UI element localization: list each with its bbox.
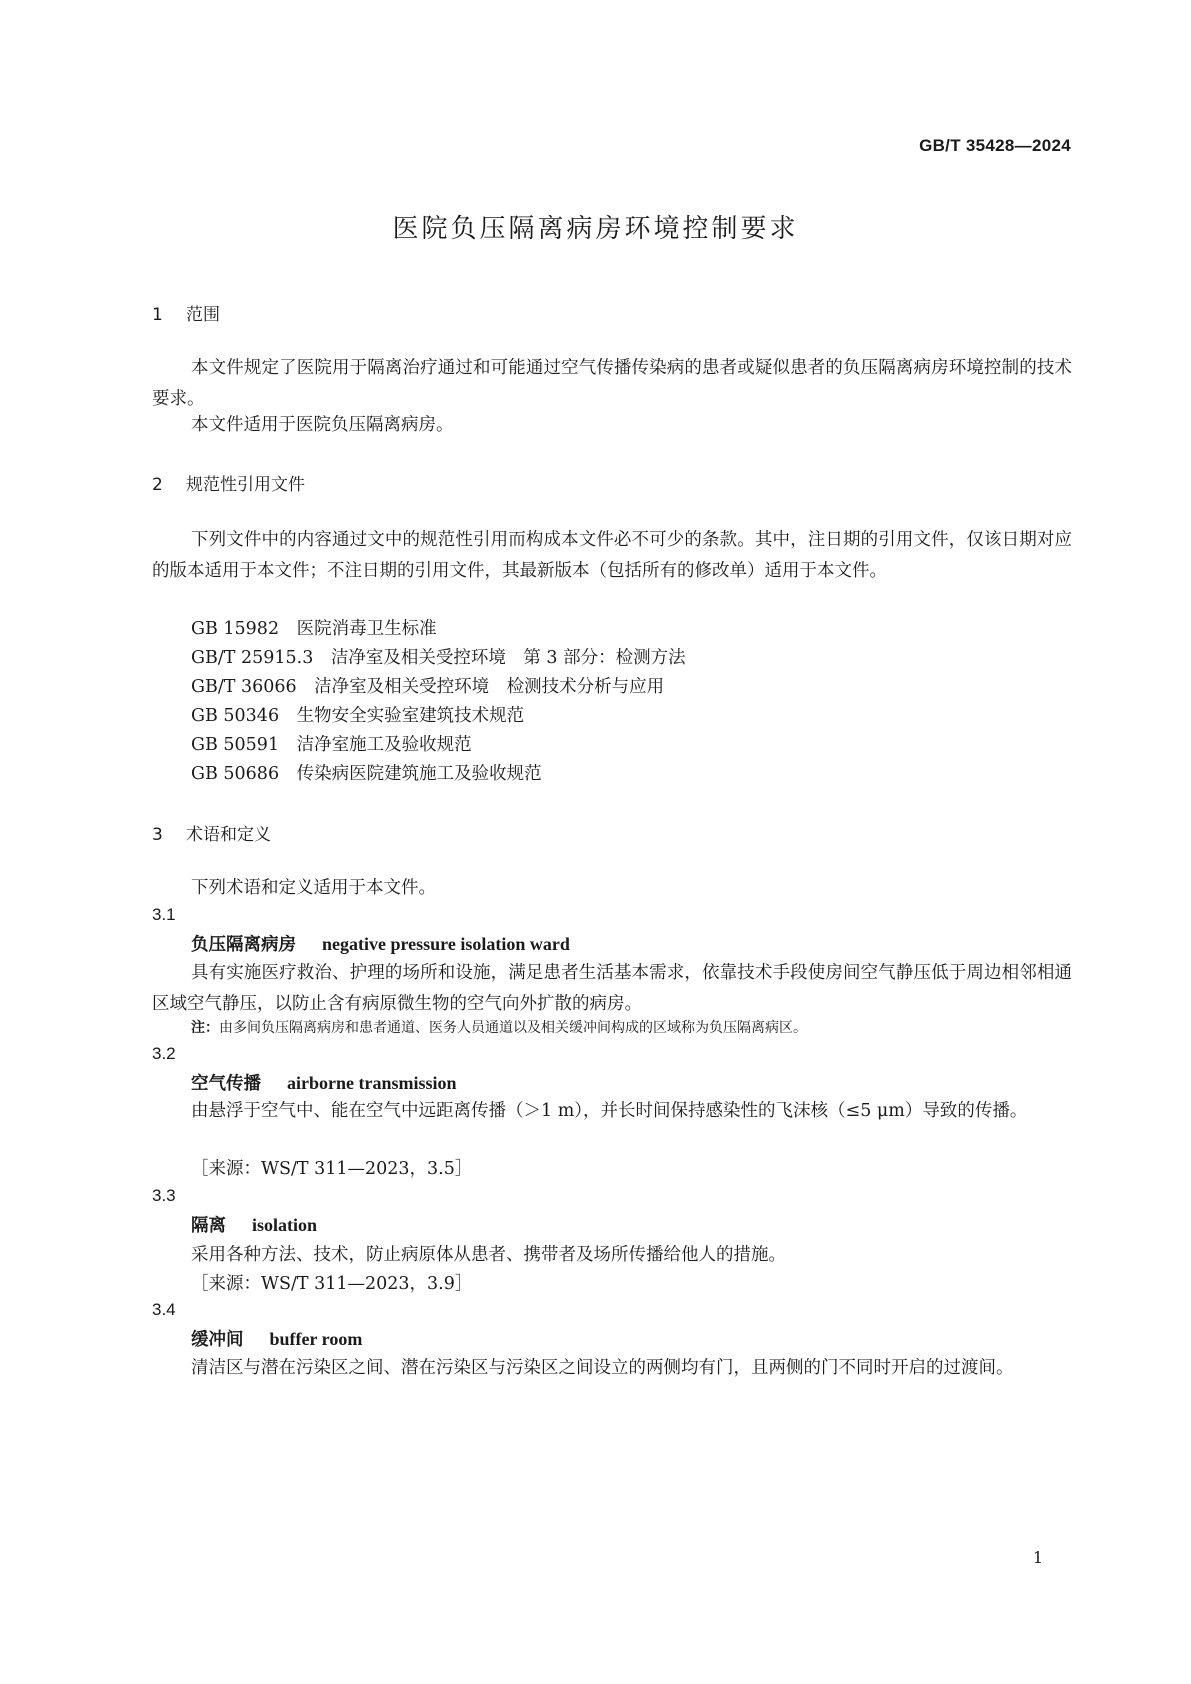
section-title: 规范性引用文件 (186, 475, 305, 495)
term-heading (191, 931, 570, 956)
section-2-paragraph-1: 下列文件中的内容通过文中的规范性引用而构成本文件必不可少的条款。其中，注日期的引用文件，仅该日期对应的版本适用于本文件；不注日期的引用文件，其最新版本（包括所有的修改单）适用于本文件。 (152, 530, 1072, 581)
term-definition: 采用各种方法、技术，防止病原体从患者、携带者及场所传播给他人的措施。 (191, 1245, 786, 1265)
term-en: negative pressure isolation ward (322, 934, 570, 954)
section-title: 范围 (186, 305, 220, 325)
reference-item: GB 50591 洁净室施工及验收规范 (191, 735, 472, 755)
term-heading (191, 1326, 362, 1351)
term-zh: 隔离 (191, 1216, 226, 1236)
section-number: 3 (152, 825, 163, 845)
term-zh: 负压隔离病房 (191, 935, 296, 955)
section-3-heading (152, 820, 271, 845)
section-3-intro: 下列术语和定义适用于本文件。 (191, 878, 436, 898)
term-zh: 缓冲间 (191, 1330, 244, 1350)
section-title: 术语和定义 (186, 825, 271, 845)
term-en: buffer room (269, 1329, 363, 1349)
reference-item: GB 50346 生物安全实验室建筑技术规范 (191, 706, 525, 726)
term-definition: 清洁区与潜在污染区之间、潜在污染区与污染区之间设立的两侧均有门，且两侧的门不同时开启的过渡间。 (191, 1358, 1014, 1378)
term-note (191, 1017, 807, 1037)
term-number: 3.4 (152, 1300, 176, 1319)
term-definition: 由悬浮于空气中、能在空气中远距离传播（＞1 m），并长时间保持感染性的飞沫核（≤5 μm）导致的传播。 (191, 1101, 1028, 1121)
term-source: ［来源：WS/T 311—2023，3.9］ (191, 1274, 473, 1294)
term-en: isolation (252, 1215, 318, 1235)
section-number: 2 (152, 475, 163, 495)
page-number: 1 (1032, 1548, 1043, 1567)
term-source: ［来源：WS/T 311—2023，3.5］ (191, 1159, 473, 1179)
term-heading (191, 1070, 457, 1095)
note-text: 由多间负压隔离病房和患者通道、医务人员通道以及相关缓冲间构成的区域称为负压隔离病区。 (219, 1020, 807, 1036)
section-number: 1 (152, 305, 163, 325)
term-number: 3.1 (152, 905, 176, 924)
section-1-heading (152, 300, 220, 325)
term-heading (191, 1212, 317, 1237)
reference-item: GB/T 36066 洁净室及相关受控环境 检测技术分析与应用 (191, 677, 665, 697)
reference-item: GB 15982 医院消毒卫生标准 (191, 619, 437, 639)
term-number: 3.2 (152, 1044, 176, 1063)
section-1-paragraph-2: 本文件适用于医院负压隔离病房。 (191, 415, 454, 435)
section-2-heading (152, 470, 305, 495)
document-title: 医院负压隔离病房环境控制要求 (392, 214, 799, 244)
term-definition: 具有实施医疗救治、护理的场所和设施，满足患者生活基本需求，依靠技术手段使房间空气静压低于周边相邻相通区域空气静压，以防止含有病原微生物的空气向外扩散的病房。 (152, 963, 1072, 1014)
reference-item: GB/T 25915.3 洁净室及相关受控环境 第 3 部分：检测方法 (191, 648, 686, 668)
term-en: airborne transmission (287, 1073, 457, 1093)
section-1-paragraph-1: 本文件规定了医院用于隔离治疗通过和可能通过空气传播传染病的患者或疑似患者的负压隔离病房环境控制的技术要求。 (152, 358, 1072, 409)
term-zh: 空气传播 (191, 1074, 261, 1094)
reference-item: GB 50686 传染病医院建筑施工及验收规范 (191, 764, 542, 784)
note-label: 注： (191, 1020, 219, 1036)
term-number: 3.3 (152, 1186, 176, 1205)
standard-code: GB/T 35428—2024 (919, 136, 1071, 155)
